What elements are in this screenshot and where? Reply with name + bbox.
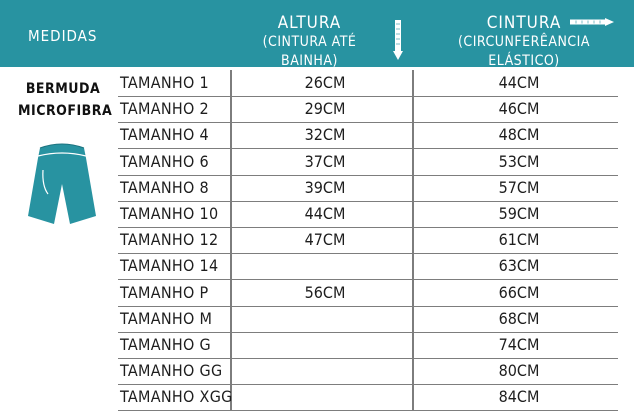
cintura-title: CINTURA [486,13,562,33]
cintura-value: 57CM [498,177,540,197]
table-row [118,306,618,333]
cintura-value: 59CM [498,204,540,223]
table-row [118,384,618,411]
altura-value: 39CM [304,177,346,197]
altura-value: 56CM [304,282,346,302]
table-header [0,0,634,67]
cintura-value: 84CM [498,387,540,407]
size-label: TAMANHO 1 [120,73,210,92]
table-row [118,149,618,176]
table-row [118,332,618,359]
altura-value: 37CM [304,151,346,171]
cintura-value: 66CM [498,282,540,302]
size-label: TAMANHO GG [120,361,223,381]
table-row [118,96,618,123]
table-row [118,358,618,385]
size-label: TAMANHO 14 [120,256,219,276]
altura-value: 32CM [304,125,346,145]
horizontal-measure-arrow-icon [570,18,614,26]
altura-heading [232,14,387,71]
table-row [118,175,618,202]
altura-value: 47CM [304,230,346,250]
cintura-value: 46CM [498,99,540,119]
size-label: TAMANHO M [120,308,213,328]
cintura-value: 44CM [498,73,540,92]
altura-value: 44CM [304,204,346,223]
table-row [118,70,618,97]
table-row [118,227,618,254]
cintura-value: 61CM [498,230,540,250]
product-line-1: BERMUDA [25,81,101,97]
size-label: TAMANHO 10 [120,204,219,223]
size-label: TAMANHO 4 [120,125,210,145]
altura-title: ALTURA [277,13,342,33]
cintura-value: 80CM [498,361,540,381]
altura-subtitle: (CINTURA ATÉ BAINHA) [262,34,357,69]
size-label: TAMANHO XGG [120,387,233,407]
product-name [18,78,113,122]
altura-value: 26CM [304,73,346,92]
table-row [118,201,618,228]
size-label: TAMANHO 8 [120,177,210,197]
size-label: TAMANHO 6 [120,151,210,171]
cintura-value: 74CM [498,335,540,354]
altura-value: 29CM [304,99,346,119]
vertical-measure-arrow-icon [393,20,403,60]
cintura-value: 48CM [498,125,540,145]
shorts-icon [26,140,98,228]
table-row [118,122,618,149]
size-label: TAMANHO 12 [120,230,219,250]
size-label: TAMANHO P [120,282,209,302]
size-label: TAMANHO G [120,335,212,354]
product-line-2: MICROFIBRA [18,103,113,119]
size-label: TAMANHO 2 [120,99,210,119]
cintura-subtitle: (CIRCUNFERÊANCIA ELÁSTICO) [458,34,590,69]
table-row [118,253,618,280]
cintura-value: 53CM [498,151,540,171]
cintura-value: 68CM [498,308,540,328]
table-row [118,280,618,307]
cintura-value: 63CM [498,256,540,276]
medidas-heading: MEDIDAS [28,27,98,45]
